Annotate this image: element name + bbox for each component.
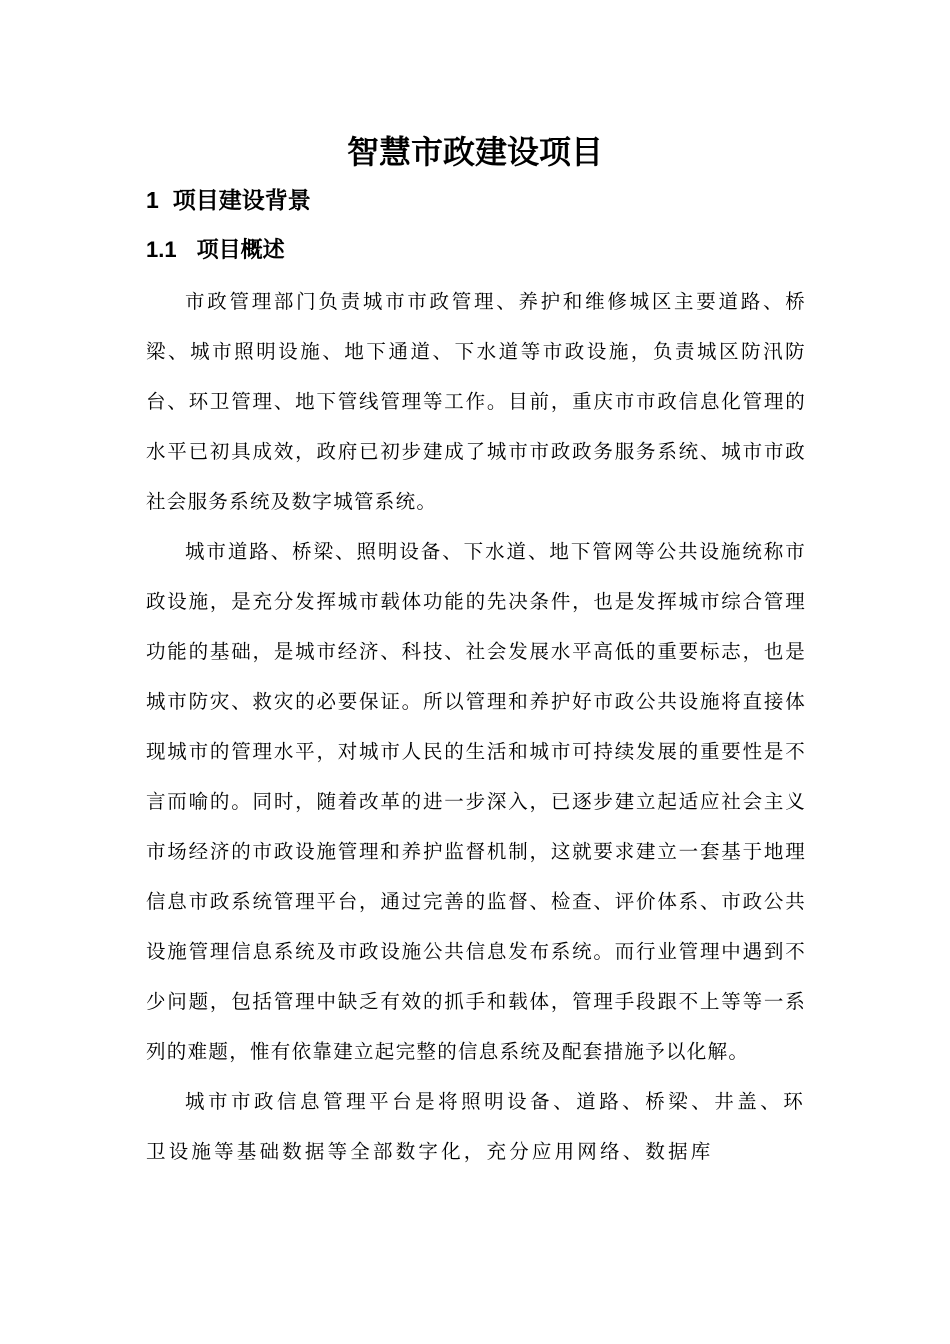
body-text bbox=[146, 277, 806, 1177]
paragraph-3: 城市市政信息管理平台是将照明设备、道路、桥梁、井盖、环卫设施等基础数据等全部数字化，充分应用网络、数据库 bbox=[146, 1090, 806, 1163]
subsection-title: 项目概述 bbox=[196, 238, 285, 263]
section-number: 1 bbox=[146, 187, 159, 213]
subsection-heading bbox=[146, 230, 285, 271]
document-title: 智慧市政建设项目 bbox=[346, 133, 603, 171]
section-heading bbox=[146, 180, 311, 221]
subsection-number: 1.1 bbox=[146, 237, 177, 262]
paragraph-2: 城市道路、桥梁、照明设备、下水道、地下管网等公共设施统称市政设施，是充分发挥城市载体功能的先决条件，也是发挥城市综合管理功能的基础，是城市经济、科技、社会发展水平高低的重要标志，也是城市防灾、救灾的必要保证。所以管理和养护好市政公共设施将直接体现城市的管理水平，对城市人民的生活和城市可持续发展的重要性是不言而喻的。同时，随着改革的进一步深入，已逐步建立起适应社会主义市场经济的市政设施管理和养护监督机制，这就要求建立一套基于地理信息市政系统管理平台，通过完善的监督、检查、评价体系、市政公共设施管理信息系统及市政设施公共信息发布系统。而行业管理中遇到不少问题，包括管理中缺乏有效的抓手和载体，管理手段跟不上等等一系列的难题，惟有依靠建立起完整的信息系统及配套措施予以化解。 bbox=[146, 540, 806, 1063]
paragraph-1: 市政管理部门负责城市市政管理、养护和维修城区主要道路、桥梁、城市照明设施、地下通道、下水道等市政设施，负责城区防汛防台、环卫管理、地下管线管理等工作。目前，重庆市市政信息化管理的水平已初具成效，政府已初步建成了城市市政政务服务系统、城市市政社会服务系统及数字城管系统。 bbox=[146, 290, 806, 513]
section-title: 项目建设背景 bbox=[172, 188, 311, 214]
